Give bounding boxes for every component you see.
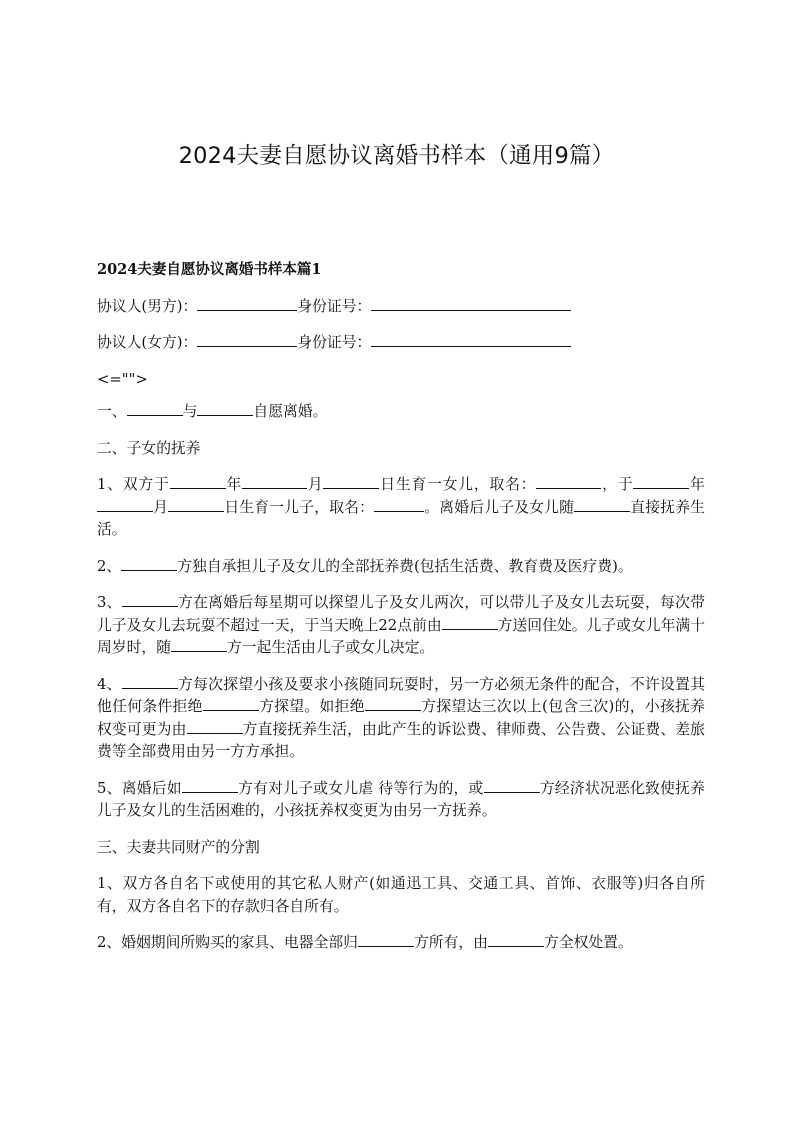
text: 方独自承担儿子及女儿的全部抚养费(包括生活费、教育费及医疗费)。 xyxy=(177,557,633,575)
item-4-blank-a xyxy=(122,674,178,689)
clause-1 xyxy=(97,401,705,424)
clause-1-blank-b xyxy=(197,401,253,416)
text: 方直接抚养生活，由此产生的诉讼费、律师费、公告费、公证费、差旅费等全部费用由另一方方承担。 xyxy=(97,720,705,760)
text: 3、 xyxy=(97,594,122,611)
party-female-line xyxy=(97,332,705,355)
text: 月 xyxy=(153,498,169,516)
children-item-1 xyxy=(97,474,705,542)
text: 4、 xyxy=(97,675,122,693)
item-3-blank-c xyxy=(171,637,227,652)
prop-2-blank-a xyxy=(358,932,414,947)
children-item-5 xyxy=(97,778,705,823)
document-body xyxy=(97,259,705,969)
stray-markup-text: <=""> xyxy=(97,370,148,388)
text: 方经济状况恶化致使抚养儿子及女儿的生活困难的，小孩抚养权变更为由另一方抚养。 xyxy=(97,779,705,819)
text: 方送回住处。儿子或女儿年满十周岁时，随 xyxy=(97,616,705,656)
month-blank-2 xyxy=(97,497,153,512)
section-heading: 2024夫妻自愿协议离婚书样本篇1 xyxy=(97,261,322,278)
property-item-2 xyxy=(97,932,705,955)
item-4-blank-c xyxy=(365,696,421,711)
text: 1、双方于 xyxy=(97,476,170,493)
male-id-blank xyxy=(371,296,571,311)
text: 方所有，由 xyxy=(413,934,488,951)
property-item-1: 1、双方各自名下或使用的其它私人财产(如通迅工具、交通工具、首饰、衣服等)归各自所有，双方各自名下的存款归各自所有。 xyxy=(97,875,705,915)
clause-1-mid: 与 xyxy=(182,403,198,420)
female-name-blank xyxy=(197,332,297,347)
text: 年 xyxy=(225,476,243,493)
text: 。离婚后儿子及女儿随 xyxy=(424,498,575,516)
text: ，于 xyxy=(601,476,634,493)
text: 2、婚姻期间所购买的家具、电器全部归 xyxy=(97,934,358,951)
item-3-blank-a xyxy=(122,592,178,607)
text: 方在离婚后每星期可以探望儿子及女儿两次，可以带儿子及女儿去玩耍，每次带儿子及女儿去玩耍不超过一天，于当天晚上22点前由 xyxy=(97,594,705,634)
children-item-3 xyxy=(97,592,705,660)
item-4-blank-d xyxy=(187,719,243,734)
text: 日生育一儿子，取名： xyxy=(224,498,375,516)
custody-blank xyxy=(574,497,630,512)
text: 方有对儿子或女儿虐 待等行为的，或 xyxy=(237,779,484,797)
month-blank xyxy=(242,474,307,489)
text: 年 xyxy=(689,476,705,493)
clause-1-suffix: 自愿离婚。 xyxy=(253,403,328,420)
item-4-blank-b xyxy=(203,696,259,711)
year-blank xyxy=(170,474,226,489)
female-id-blank xyxy=(371,332,571,347)
party-male-label: 协议人(男方)： xyxy=(97,297,198,315)
party-male-line xyxy=(97,296,705,319)
text: 方探望达三次以上(包含三次)的，小孩抚养权变可更为由 xyxy=(97,698,705,738)
heading-property: 三、夫妻共同财产的分割 xyxy=(97,838,260,856)
item-5-blank-a xyxy=(182,778,238,793)
female-id-label: 身份证号： xyxy=(297,334,372,351)
item-3-blank-b xyxy=(442,615,498,630)
clause-1-prefix: 一、 xyxy=(97,403,127,420)
day-blank xyxy=(323,474,379,489)
text: 直接抚养生活。 xyxy=(97,498,705,538)
day-blank-2 xyxy=(168,497,224,512)
clause-1-blank-a xyxy=(127,401,183,416)
item-2-blank xyxy=(121,556,177,571)
daughter-name-blank xyxy=(536,474,601,489)
party-female-label: 协议人(女方)： xyxy=(97,334,198,351)
prop-2-blank-b xyxy=(488,932,544,947)
children-item-4 xyxy=(97,674,705,764)
text: 方一起生活由儿子或女儿决定。 xyxy=(227,639,435,656)
male-name-blank xyxy=(197,296,297,311)
son-name-blank xyxy=(374,497,424,512)
text: 方全权处置。 xyxy=(543,934,633,951)
text: 2、 xyxy=(97,557,122,575)
text: 方每次探望小孩及要求小孩随同玩耍时，另一方必须无条件的配合，不许设置其他任何条件拒绝 xyxy=(97,675,705,715)
text: 日生育一女儿，取名： xyxy=(379,476,537,493)
text: 月 xyxy=(307,476,324,493)
male-id-label: 身份证号： xyxy=(297,297,372,315)
item-5-blank-b xyxy=(484,778,540,793)
year-blank-2 xyxy=(633,474,689,489)
text: 方探望。如拒绝 xyxy=(258,698,365,715)
children-item-2 xyxy=(97,556,705,579)
text: 5、离婚后如 xyxy=(97,779,182,797)
document-title: 2024夫妻自愿协议离婚书样本（通用9篇） xyxy=(178,143,615,169)
heading-children: 二、子女的抚养 xyxy=(97,439,201,457)
